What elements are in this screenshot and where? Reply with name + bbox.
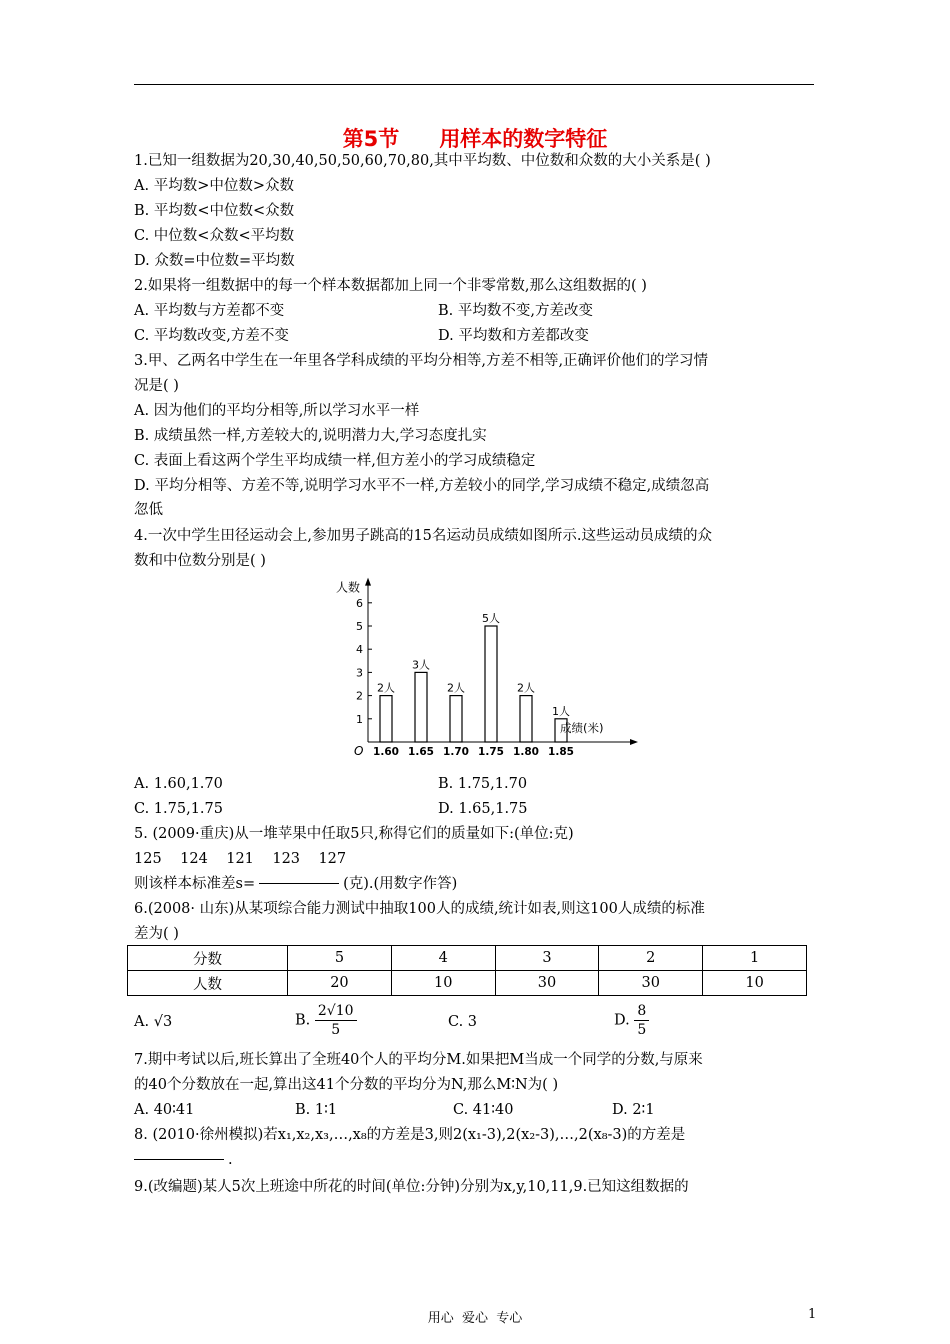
section-number: 第5节: [342, 127, 400, 151]
table-row: [128, 971, 807, 996]
q4-stem-line1: 4.一次中学生田径运动会上,参加男子跳高的15名运动员成绩如图所示.这些运动员成绩的众: [134, 528, 712, 544]
q6-option-d-label: D.: [614, 1012, 630, 1029]
q2-stem: 2.如果将一组数据中的每一个样本数据都加上同一个非零常数,那么这组数据的( ): [134, 278, 647, 294]
q6-option-a-label: A.: [134, 1014, 150, 1030]
table-cell: 1: [703, 946, 807, 971]
table-cell: 10: [703, 971, 807, 996]
table-cell: 10: [391, 971, 495, 996]
q7-option-d: D. 2∶1: [612, 1102, 655, 1118]
x-tick-label: 1.75: [478, 746, 504, 758]
q4-option-d: D. 1.65,1.75: [438, 801, 528, 817]
q6-option-b-denominator: 5: [331, 1022, 341, 1038]
y-tick-label: 5: [356, 620, 363, 633]
q5-ask: [134, 874, 457, 894]
q3-option-d-line2: 忽低: [134, 502, 163, 518]
q6-option-b-fraction: [315, 1002, 357, 1039]
data-label: 2人: [447, 681, 465, 695]
q5-ask-prefix: 则该样本标准差s=: [134, 876, 256, 892]
y-tick-label: 2: [356, 689, 363, 703]
table-cell: 30: [599, 971, 703, 996]
q6-stem-line2: 差为( ): [134, 926, 179, 942]
y-tick-label: 6: [356, 596, 363, 610]
q2-option-b: B. 平均数不变,方差改变: [438, 303, 593, 319]
bar: [380, 696, 392, 742]
q2-option-d: D. 平均数和方差都改变: [438, 328, 589, 344]
table-cell: 4: [391, 946, 495, 971]
table-cell: 3: [495, 946, 599, 971]
q6-option-d-denominator: 5: [637, 1022, 647, 1038]
q5-ask-suffix: (克).(用数字作答): [343, 876, 458, 892]
y-axis-label: 人数: [336, 580, 361, 595]
x-tick-label: 1.85: [548, 746, 574, 758]
q4-option-a: A. 1.60,1.70: [134, 776, 223, 792]
q5-values: 125 124 121 123 127: [134, 851, 347, 867]
q7-option-c: C. 41∶40: [453, 1102, 514, 1118]
section-title: 用样本的数字特征: [439, 127, 608, 151]
page-number: 1: [808, 1307, 817, 1322]
bar: [485, 626, 497, 742]
data-label: 1人: [552, 704, 570, 718]
q6-option-d: [614, 1002, 649, 1039]
page-title: [0, 123, 950, 153]
data-label: 3人: [412, 658, 430, 672]
q5-answer-blank: [259, 883, 339, 884]
table-row: [128, 946, 807, 971]
q3-option-c: C. 表面上看这两个学生平均成绩一样,但方差小的学习成绩稳定: [134, 453, 536, 469]
q8-stem: 8. (2010·徐州模拟)若x₁,x₂,x₃,…,x₈的方差是3,则2(x₁-3),2(x₂-3),…,2(x₈-3)的方差是: [134, 1127, 686, 1143]
bar: [520, 696, 532, 742]
table-cell: 分数: [128, 946, 288, 971]
chart-bars: [380, 626, 567, 742]
q3-stem-line1: 3.甲、乙两名中学生在一年里各学科成绩的平均分相等,方差不相等,正确评价他们的学习情: [134, 353, 709, 369]
bar: [450, 696, 462, 742]
origin-label: O: [354, 744, 364, 758]
q1-option-b: B. 平均数<中位数<众数: [134, 203, 295, 219]
score-table: [127, 945, 807, 996]
header-rule: [134, 84, 814, 85]
q2-option-a: A. 平均数与方差都不变: [134, 303, 285, 319]
q3-option-b: B. 成绩虽然一样,方差较大的,说明潜力大,学习态度扎实: [134, 428, 487, 444]
y-tick-label: 4: [356, 643, 363, 657]
q7-option-a: A. 40∶41: [134, 1102, 195, 1118]
x-tick-label: 1.70: [443, 746, 469, 758]
q6-option-b-label: B.: [295, 1012, 311, 1029]
q1-option-d: D. 众数=中位数=平均数: [134, 253, 295, 269]
q7-stem-line2: 的40个分数放在一起,算出这41个分数的平均分为N,那么M∶N为( ): [134, 1077, 559, 1093]
q7-stem-line1: 7.期中考试以后,班长算出了全班40个人的平均分M.如果把M当成一个同学的分数,与原来: [134, 1052, 703, 1068]
q3-option-d-line1: D. 平均分相等、方差不等,说明学习水平不一样,方差较小的同学,学习成绩不稳定,成绩忽高: [134, 478, 710, 494]
q6-stem-line1: 6.(2008· 山东)从某项综合能力测试中抽取100人的成绩,统计如表,则这100人成绩的标准: [134, 901, 705, 917]
q6-option-a-value: √3: [153, 1014, 173, 1030]
q5-stem: 5. (2009·重庆)从一堆苹果中任取5只,称得它们的质量如下:(单位:克): [134, 826, 574, 842]
q7-option-b: B. 1∶1: [295, 1102, 338, 1118]
q1-stem: 1.已知一组数据为20,30,40,50,50,60,70,80,其中平均数、中位数和众数的大小关系是( ): [134, 153, 711, 169]
data-label: 2人: [377, 681, 395, 695]
bar: [415, 672, 427, 742]
x-axis-arrow: [630, 739, 638, 745]
table-cell: 2: [599, 946, 703, 971]
q3-option-a: A. 因为他们的平均分相等,所以学习水平一样: [134, 403, 420, 419]
q4-option-b: B. 1.75,1.70: [438, 776, 528, 792]
x-tick-label: 1.65: [408, 746, 434, 758]
q4-option-c: C. 1.75,1.75: [134, 801, 223, 817]
table-cell: 30: [495, 971, 599, 996]
q9-stem: 9.(改编题)某人5次上班途中所花的时间(单位:分钟)分别为x,y,10,11,9.已知这组数据的: [134, 1179, 689, 1195]
table-cell: 5: [288, 946, 392, 971]
data-label: 5人: [482, 612, 500, 625]
y-axis-arrow: [365, 578, 371, 586]
q3-stem-line2: 况是( ): [134, 378, 179, 394]
x-tick-label: 1.80: [513, 746, 539, 758]
q1-option-c: C. 中位数<众数<平均数: [134, 228, 295, 244]
bar-chart: [320, 575, 640, 770]
q6-option-c: C. 3: [448, 1014, 478, 1030]
q1-option-a: A. 平均数>中位数>众数: [134, 178, 294, 194]
table-cell: 20: [288, 971, 392, 996]
y-tick-label: 1: [356, 712, 363, 726]
q6-option-a: [134, 1012, 172, 1032]
x-tick-label: 1.60: [373, 746, 399, 758]
q4-stem-line2: 数和中位数分别是( ): [134, 553, 266, 569]
x-axis-label: 成绩(米): [560, 721, 604, 735]
data-label: 2人: [517, 681, 535, 695]
q8-answer-line: [134, 1150, 233, 1170]
q8-answer-blank: [134, 1159, 224, 1160]
q6-option-b: [295, 1002, 357, 1039]
page-footer: 用心 爱心 专心: [427, 1311, 523, 1326]
chart-labels: [336, 580, 603, 758]
y-tick-label: 3: [356, 666, 363, 680]
table-cell: 人数: [128, 971, 288, 996]
q6-option-b-numerator: 2√10: [315, 1002, 357, 1021]
q8-end: .: [228, 1152, 233, 1168]
q6-option-d-fraction: [634, 1002, 649, 1039]
q2-option-c: C. 平均数改变,方差不变: [134, 328, 289, 344]
q6-option-d-numerator: 8: [634, 1002, 649, 1021]
chart-axes: [365, 578, 638, 745]
